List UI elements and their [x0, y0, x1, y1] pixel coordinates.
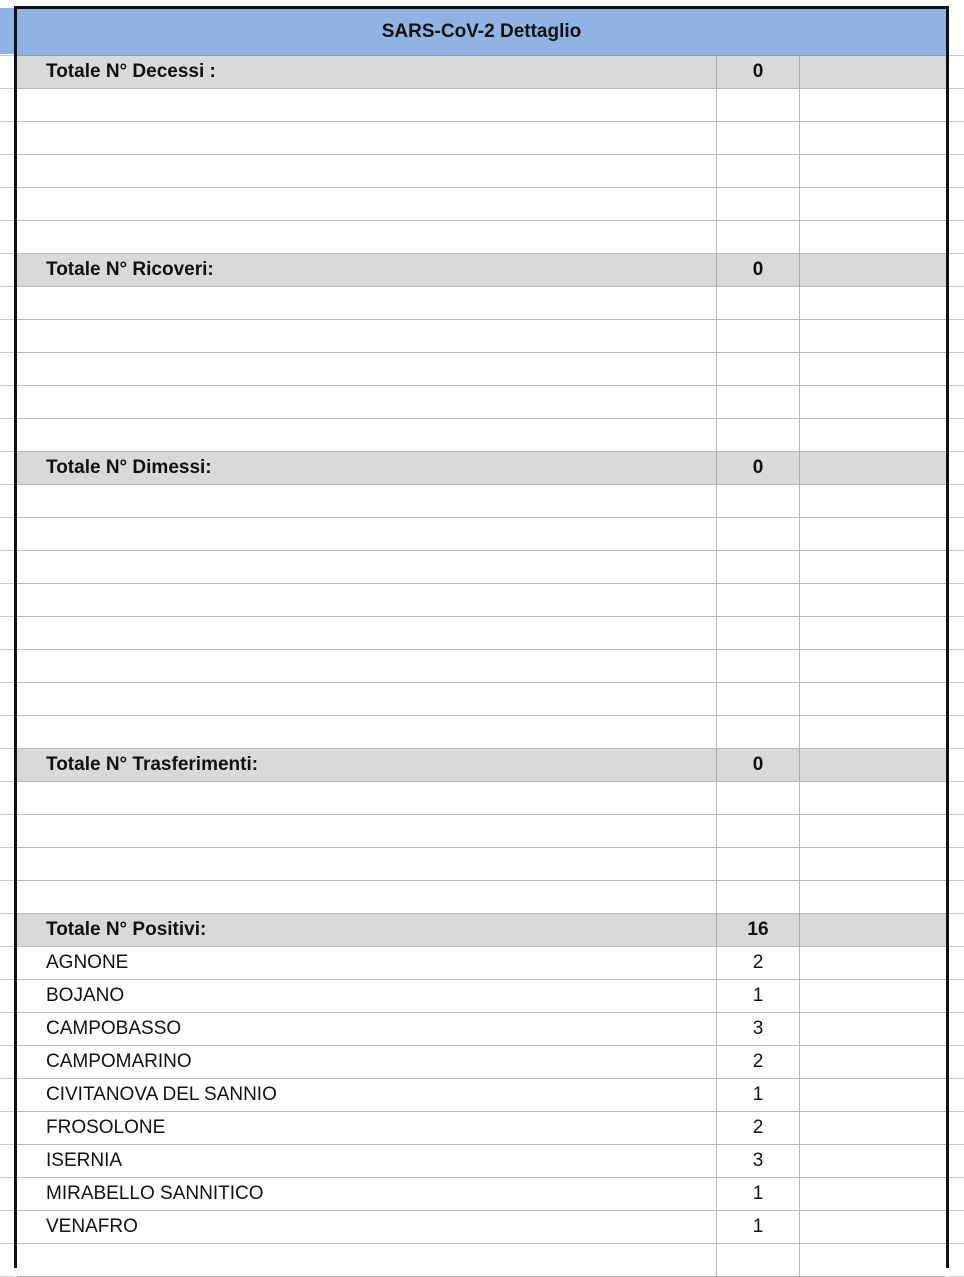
gridline: [0, 1144, 14, 1145]
empty-cell: [800, 188, 946, 220]
gridline: [0, 913, 14, 914]
gridline: [0, 451, 14, 452]
gridline: [949, 1144, 964, 1145]
gridline: [949, 649, 964, 650]
total-value: 0: [717, 56, 800, 88]
gridline: [0, 385, 14, 386]
gridline: [0, 1177, 14, 1178]
empty-cell: [17, 848, 717, 880]
total-value: 16: [717, 914, 800, 946]
empty-row[interactable]: [17, 518, 946, 551]
empty-row[interactable]: [17, 221, 946, 254]
empty-cell: [800, 617, 946, 649]
empty-row[interactable]: [17, 782, 946, 815]
gridline: [949, 220, 964, 221]
total-label: Totale N° Decessi :: [17, 56, 717, 88]
gridline: [949, 1111, 964, 1112]
municipality-name: ISERNIA: [17, 1145, 717, 1177]
municipality-count: 1: [717, 1178, 800, 1210]
gridline: [0, 187, 14, 188]
municipality-name: MIRABELLO SANNITICO: [17, 1178, 717, 1210]
empty-cell: [800, 122, 946, 154]
gridline: [0, 748, 14, 749]
empty-cell: [717, 650, 800, 682]
empty-cell: [800, 881, 946, 913]
empty-cell: [717, 485, 800, 517]
left-gridlines: [0, 0, 14, 1266]
municipality-name: AGNONE: [17, 947, 717, 979]
empty-cell: [17, 122, 717, 154]
table-row[interactable]: [17, 1079, 946, 1112]
empty-row[interactable]: [17, 188, 946, 221]
gridline: [949, 352, 964, 353]
table-row[interactable]: [17, 1178, 946, 1211]
empty-row[interactable]: [17, 551, 946, 584]
empty-cell: [717, 848, 800, 880]
empty-row[interactable]: [17, 287, 946, 320]
total-row[interactable]: [17, 452, 946, 485]
total-label: Totale N° Trasferimenti:: [17, 749, 717, 781]
detail-sheet: [14, 6, 949, 1268]
empty-cell: [717, 188, 800, 220]
gridline: [0, 979, 14, 980]
gridline: [949, 616, 964, 617]
empty-cell: [17, 782, 717, 814]
gridline: [949, 286, 964, 287]
empty-cell: [17, 584, 717, 616]
gridline: [0, 649, 14, 650]
total-row[interactable]: [17, 749, 946, 782]
empty-cell: [800, 254, 946, 286]
empty-cell: [717, 89, 800, 121]
gridline: [0, 517, 14, 518]
empty-cell: [800, 782, 946, 814]
empty-cell: [800, 221, 946, 253]
empty-cell: [800, 1145, 946, 1177]
total-row[interactable]: [17, 914, 946, 947]
municipality-count: 2: [717, 1112, 800, 1144]
municipality-count: 2: [717, 947, 800, 979]
total-row[interactable]: [17, 254, 946, 287]
empty-cell: [717, 815, 800, 847]
empty-row[interactable]: [17, 419, 946, 452]
municipality-name: BOJANO: [17, 980, 717, 1012]
empty-row[interactable]: [17, 815, 946, 848]
gridline: [949, 1045, 964, 1046]
empty-cell: [800, 452, 946, 484]
gridline: [949, 1078, 964, 1079]
empty-cell: [17, 188, 717, 220]
total-value: 0: [717, 749, 800, 781]
empty-row[interactable]: [17, 122, 946, 155]
empty-cell: [800, 155, 946, 187]
empty-cell: [17, 320, 717, 352]
gridline: [949, 682, 964, 683]
gridline: [949, 979, 964, 980]
gridline: [0, 253, 14, 254]
empty-row[interactable]: [17, 716, 946, 749]
right-gridlines: [949, 0, 964, 1266]
empty-cell: [717, 221, 800, 253]
table-row[interactable]: [17, 1145, 946, 1178]
empty-cell: [800, 1013, 946, 1045]
empty-row[interactable]: [17, 1244, 946, 1277]
empty-cell: [800, 815, 946, 847]
empty-row[interactable]: [17, 386, 946, 419]
empty-row[interactable]: [17, 584, 946, 617]
gridline: [0, 1045, 14, 1046]
empty-cell: [800, 848, 946, 880]
municipality-count: 3: [717, 1145, 800, 1177]
gridline: [0, 583, 14, 584]
gridline: [949, 1243, 964, 1244]
gridline: [949, 121, 964, 122]
gridline: [949, 484, 964, 485]
gridline: [949, 847, 964, 848]
empty-cell: [17, 386, 717, 418]
empty-cell: [17, 881, 717, 913]
empty-row[interactable]: [17, 881, 946, 914]
gridline: [949, 451, 964, 452]
table-row[interactable]: [17, 1013, 946, 1046]
table-row[interactable]: [17, 1046, 946, 1079]
gridline: [949, 880, 964, 881]
empty-cell: [17, 287, 717, 319]
empty-cell: [717, 584, 800, 616]
empty-row[interactable]: [17, 485, 946, 518]
municipality-count: 1: [717, 1211, 800, 1243]
empty-cell: [800, 683, 946, 715]
empty-cell: [800, 287, 946, 319]
empty-cell: [717, 122, 800, 154]
empty-row[interactable]: [17, 650, 946, 683]
empty-cell: [717, 551, 800, 583]
gridline: [0, 781, 14, 782]
empty-cell: [17, 551, 717, 583]
empty-row[interactable]: [17, 89, 946, 122]
empty-cell: [800, 518, 946, 550]
municipality-name: CAMPOMARINO: [17, 1046, 717, 1078]
gridline: [949, 715, 964, 716]
gridline: [949, 583, 964, 584]
empty-cell: [800, 1244, 946, 1276]
empty-cell: [800, 584, 946, 616]
empty-cell: [800, 914, 946, 946]
table-row[interactable]: [17, 1211, 946, 1244]
empty-row[interactable]: [17, 617, 946, 650]
gridline: [949, 154, 964, 155]
gridline: [949, 1177, 964, 1178]
gridline: [0, 1012, 14, 1013]
empty-cell: [800, 485, 946, 517]
empty-row[interactable]: [17, 848, 946, 881]
empty-cell: [717, 617, 800, 649]
gridline: [949, 748, 964, 749]
gridline: [949, 187, 964, 188]
total-value: 0: [717, 254, 800, 286]
gridline: [0, 880, 14, 881]
gridline: [949, 418, 964, 419]
empty-cell: [800, 353, 946, 385]
gridline: [0, 847, 14, 848]
municipality-name: VENAFRO: [17, 1211, 717, 1243]
municipality-count: 3: [717, 1013, 800, 1045]
sheet-title: SARS-CoV-2 Dettaglio: [17, 9, 946, 56]
empty-cell: [800, 749, 946, 781]
empty-cell: [17, 419, 717, 451]
empty-cell: [800, 1079, 946, 1111]
municipality-name: CIVITANOVA DEL SANNIO: [17, 1079, 717, 1111]
total-label: Totale N° Ricoveri:: [17, 254, 717, 286]
table-body: [17, 56, 946, 1277]
municipality-name: CAMPOBASSO: [17, 1013, 717, 1045]
empty-cell: [800, 716, 946, 748]
gridline: [949, 253, 964, 254]
gridline: [949, 913, 964, 914]
empty-cell: [17, 1244, 717, 1276]
empty-cell: [717, 386, 800, 418]
empty-cell: [17, 353, 717, 385]
gridline: [949, 385, 964, 386]
empty-row[interactable]: [17, 155, 946, 188]
empty-cell: [717, 320, 800, 352]
table-row[interactable]: [17, 980, 946, 1013]
gridline: [0, 715, 14, 716]
empty-cell: [800, 650, 946, 682]
empty-cell: [17, 683, 717, 715]
gridline: [0, 1210, 14, 1211]
empty-cell: [717, 716, 800, 748]
gridline: [0, 418, 14, 419]
gridline: [0, 1078, 14, 1079]
gridline: [0, 352, 14, 353]
gridline: [949, 781, 964, 782]
gridline: [0, 682, 14, 683]
gridline: [0, 121, 14, 122]
empty-cell: [717, 881, 800, 913]
total-label: Totale N° Dimessi:: [17, 452, 717, 484]
gridline: [0, 55, 14, 56]
empty-row[interactable]: [17, 683, 946, 716]
empty-cell: [717, 782, 800, 814]
gridline: [949, 814, 964, 815]
gridline: [0, 616, 14, 617]
empty-row[interactable]: [17, 353, 946, 386]
empty-cell: [800, 89, 946, 121]
empty-cell: [800, 56, 946, 88]
empty-cell: [800, 947, 946, 979]
total-label: Totale N° Positivi:: [17, 914, 717, 946]
table-row[interactable]: [17, 947, 946, 980]
municipality-name: FROSOLONE: [17, 1112, 717, 1144]
empty-cell: [17, 815, 717, 847]
total-value: 0: [717, 452, 800, 484]
empty-cell: [800, 980, 946, 1012]
municipality-count: 1: [717, 1079, 800, 1111]
gridline: [0, 1111, 14, 1112]
empty-cell: [800, 551, 946, 583]
gridline: [0, 154, 14, 155]
gridline: [0, 319, 14, 320]
gridline: [0, 814, 14, 815]
empty-row[interactable]: [17, 320, 946, 353]
municipality-count: 2: [717, 1046, 800, 1078]
gridline: [949, 88, 964, 89]
empty-cell: [17, 518, 717, 550]
empty-cell: [800, 1211, 946, 1243]
empty-cell: [17, 155, 717, 187]
empty-cell: [717, 419, 800, 451]
empty-cell: [717, 155, 800, 187]
gridline: [0, 484, 14, 485]
empty-cell: [717, 1244, 800, 1276]
empty-cell: [717, 518, 800, 550]
gridline: [0, 550, 14, 551]
empty-cell: [800, 1112, 946, 1144]
gridline: [949, 550, 964, 551]
empty-cell: [17, 716, 717, 748]
gridline: [949, 517, 964, 518]
empty-cell: [17, 617, 717, 649]
empty-cell: [17, 221, 717, 253]
total-row[interactable]: [17, 56, 946, 89]
empty-cell: [717, 287, 800, 319]
gridline: [949, 55, 964, 56]
municipality-count: 1: [717, 980, 800, 1012]
gridline: [949, 946, 964, 947]
empty-cell: [17, 485, 717, 517]
gridline: [949, 1012, 964, 1013]
gridline: [0, 88, 14, 89]
gridline: [0, 286, 14, 287]
gridline: [0, 220, 14, 221]
empty-cell: [800, 1178, 946, 1210]
empty-cell: [717, 353, 800, 385]
empty-cell: [800, 320, 946, 352]
table-row[interactable]: [17, 1112, 946, 1145]
empty-cell: [717, 683, 800, 715]
empty-cell: [17, 650, 717, 682]
empty-cell: [800, 1046, 946, 1078]
gridline: [949, 1210, 964, 1211]
left-header-strip: [0, 8, 14, 54]
empty-cell: [17, 89, 717, 121]
gridline: [0, 946, 14, 947]
gridline: [949, 319, 964, 320]
empty-cell: [800, 386, 946, 418]
gridline: [0, 1243, 14, 1244]
empty-cell: [800, 419, 946, 451]
